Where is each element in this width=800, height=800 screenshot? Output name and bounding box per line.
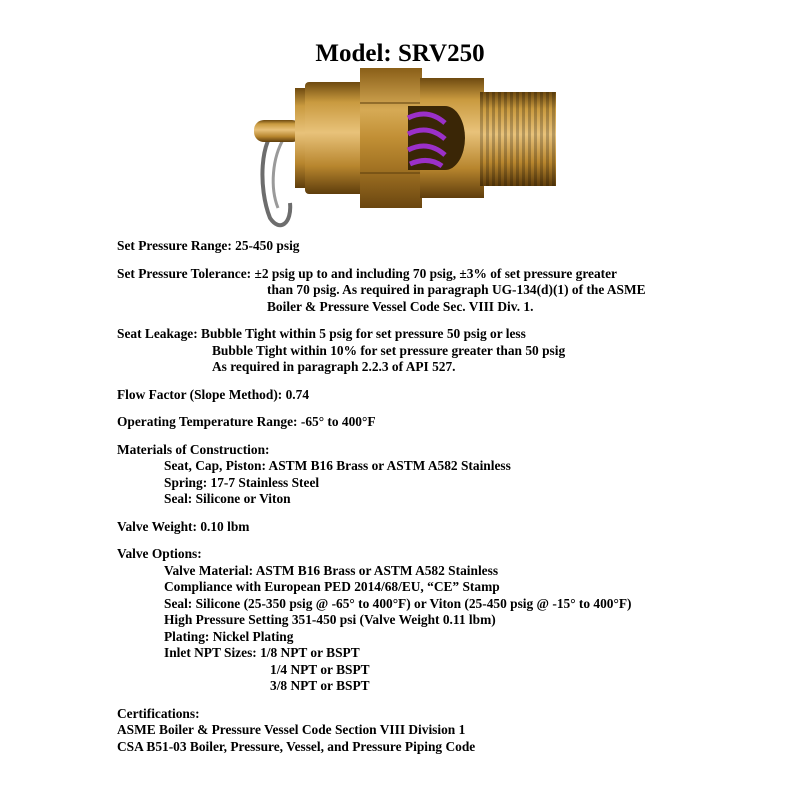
options-heading: Valve Options:: [117, 546, 202, 561]
set-pressure-range: Set Pressure Range: 25-450 psig: [117, 238, 300, 253]
options-item: Inlet NPT Sizes: 1/8 NPT or BSPT: [164, 645, 360, 660]
options-item: High Pressure Setting 351-450 psi (Valve Weight 0.11 lbm): [164, 612, 496, 627]
materials-item: Seat, Cap, Piston: ASTM B16 Brass or ASTM A582 Stainless: [164, 458, 511, 473]
options-item: Seal: Silicone (25-350 psig @ -65° to 400°F) or Viton (25-450 psig @ -15° to 400°F): [164, 595, 632, 611]
certifications-heading: Certifications:: [117, 705, 200, 721]
seat-leakage-line: Seat Leakage: Bubble Tight within 5 psig for set pressure 50 psig or less: [117, 326, 526, 341]
page-title: Model: SRV250: [315, 40, 485, 67]
flow-factor: Flow Factor (Slope Method): 0.74: [117, 386, 310, 402]
tolerance-line: than 70 psig. As required in paragraph UG-134(d)(1) of the ASME: [267, 282, 646, 297]
options-item: Plating: Nickel Plating: [164, 628, 294, 644]
tolerance-line: Boiler & Pressure Vessel Code Sec. VIII Div. 1.: [267, 298, 534, 314]
spec-sheet: [117, 238, 787, 755]
materials-item: Spring: 17-7 Stainless Steel: [164, 474, 320, 490]
options-item: Compliance with European PED 2014/68/EU, “CE” Stamp: [164, 579, 500, 594]
seat-leakage-line: As required in paragraph 2.2.3 of API 527.: [212, 359, 456, 374]
operating-temp: Operating Temperature Range: -65° to 400°F: [117, 414, 376, 429]
materials-heading: Materials of Construction:: [117, 441, 270, 457]
options-size-item: 1/4 NPT or BSPT: [270, 661, 370, 677]
safety-relief-valve-icon: [240, 68, 560, 248]
certification-item: CSA B51-03 Boiler, Pressure, Vessel, and Pressure Piping Code: [117, 738, 476, 754]
options-size-item: 3/8 NPT or BSPT: [270, 678, 370, 693]
certification-item: ASME Boiler & Pressure Vessel Code Section VIII Division 1: [117, 722, 466, 737]
tolerance-line: Set Pressure Tolerance: ±2 psig up to and including 70 psig, ±3% of set pressure greater: [117, 265, 618, 281]
options-item: Valve Material: ASTM B16 Brass or ASTM A582 Stainless: [164, 562, 499, 578]
materials-item: Seal: Silicone or Viton: [164, 491, 291, 506]
valve-weight: Valve Weight: 0.10 lbm: [117, 518, 250, 534]
seat-leakage-line: Bubble Tight within 10% for set pressure greater than 50 psig: [212, 342, 566, 358]
